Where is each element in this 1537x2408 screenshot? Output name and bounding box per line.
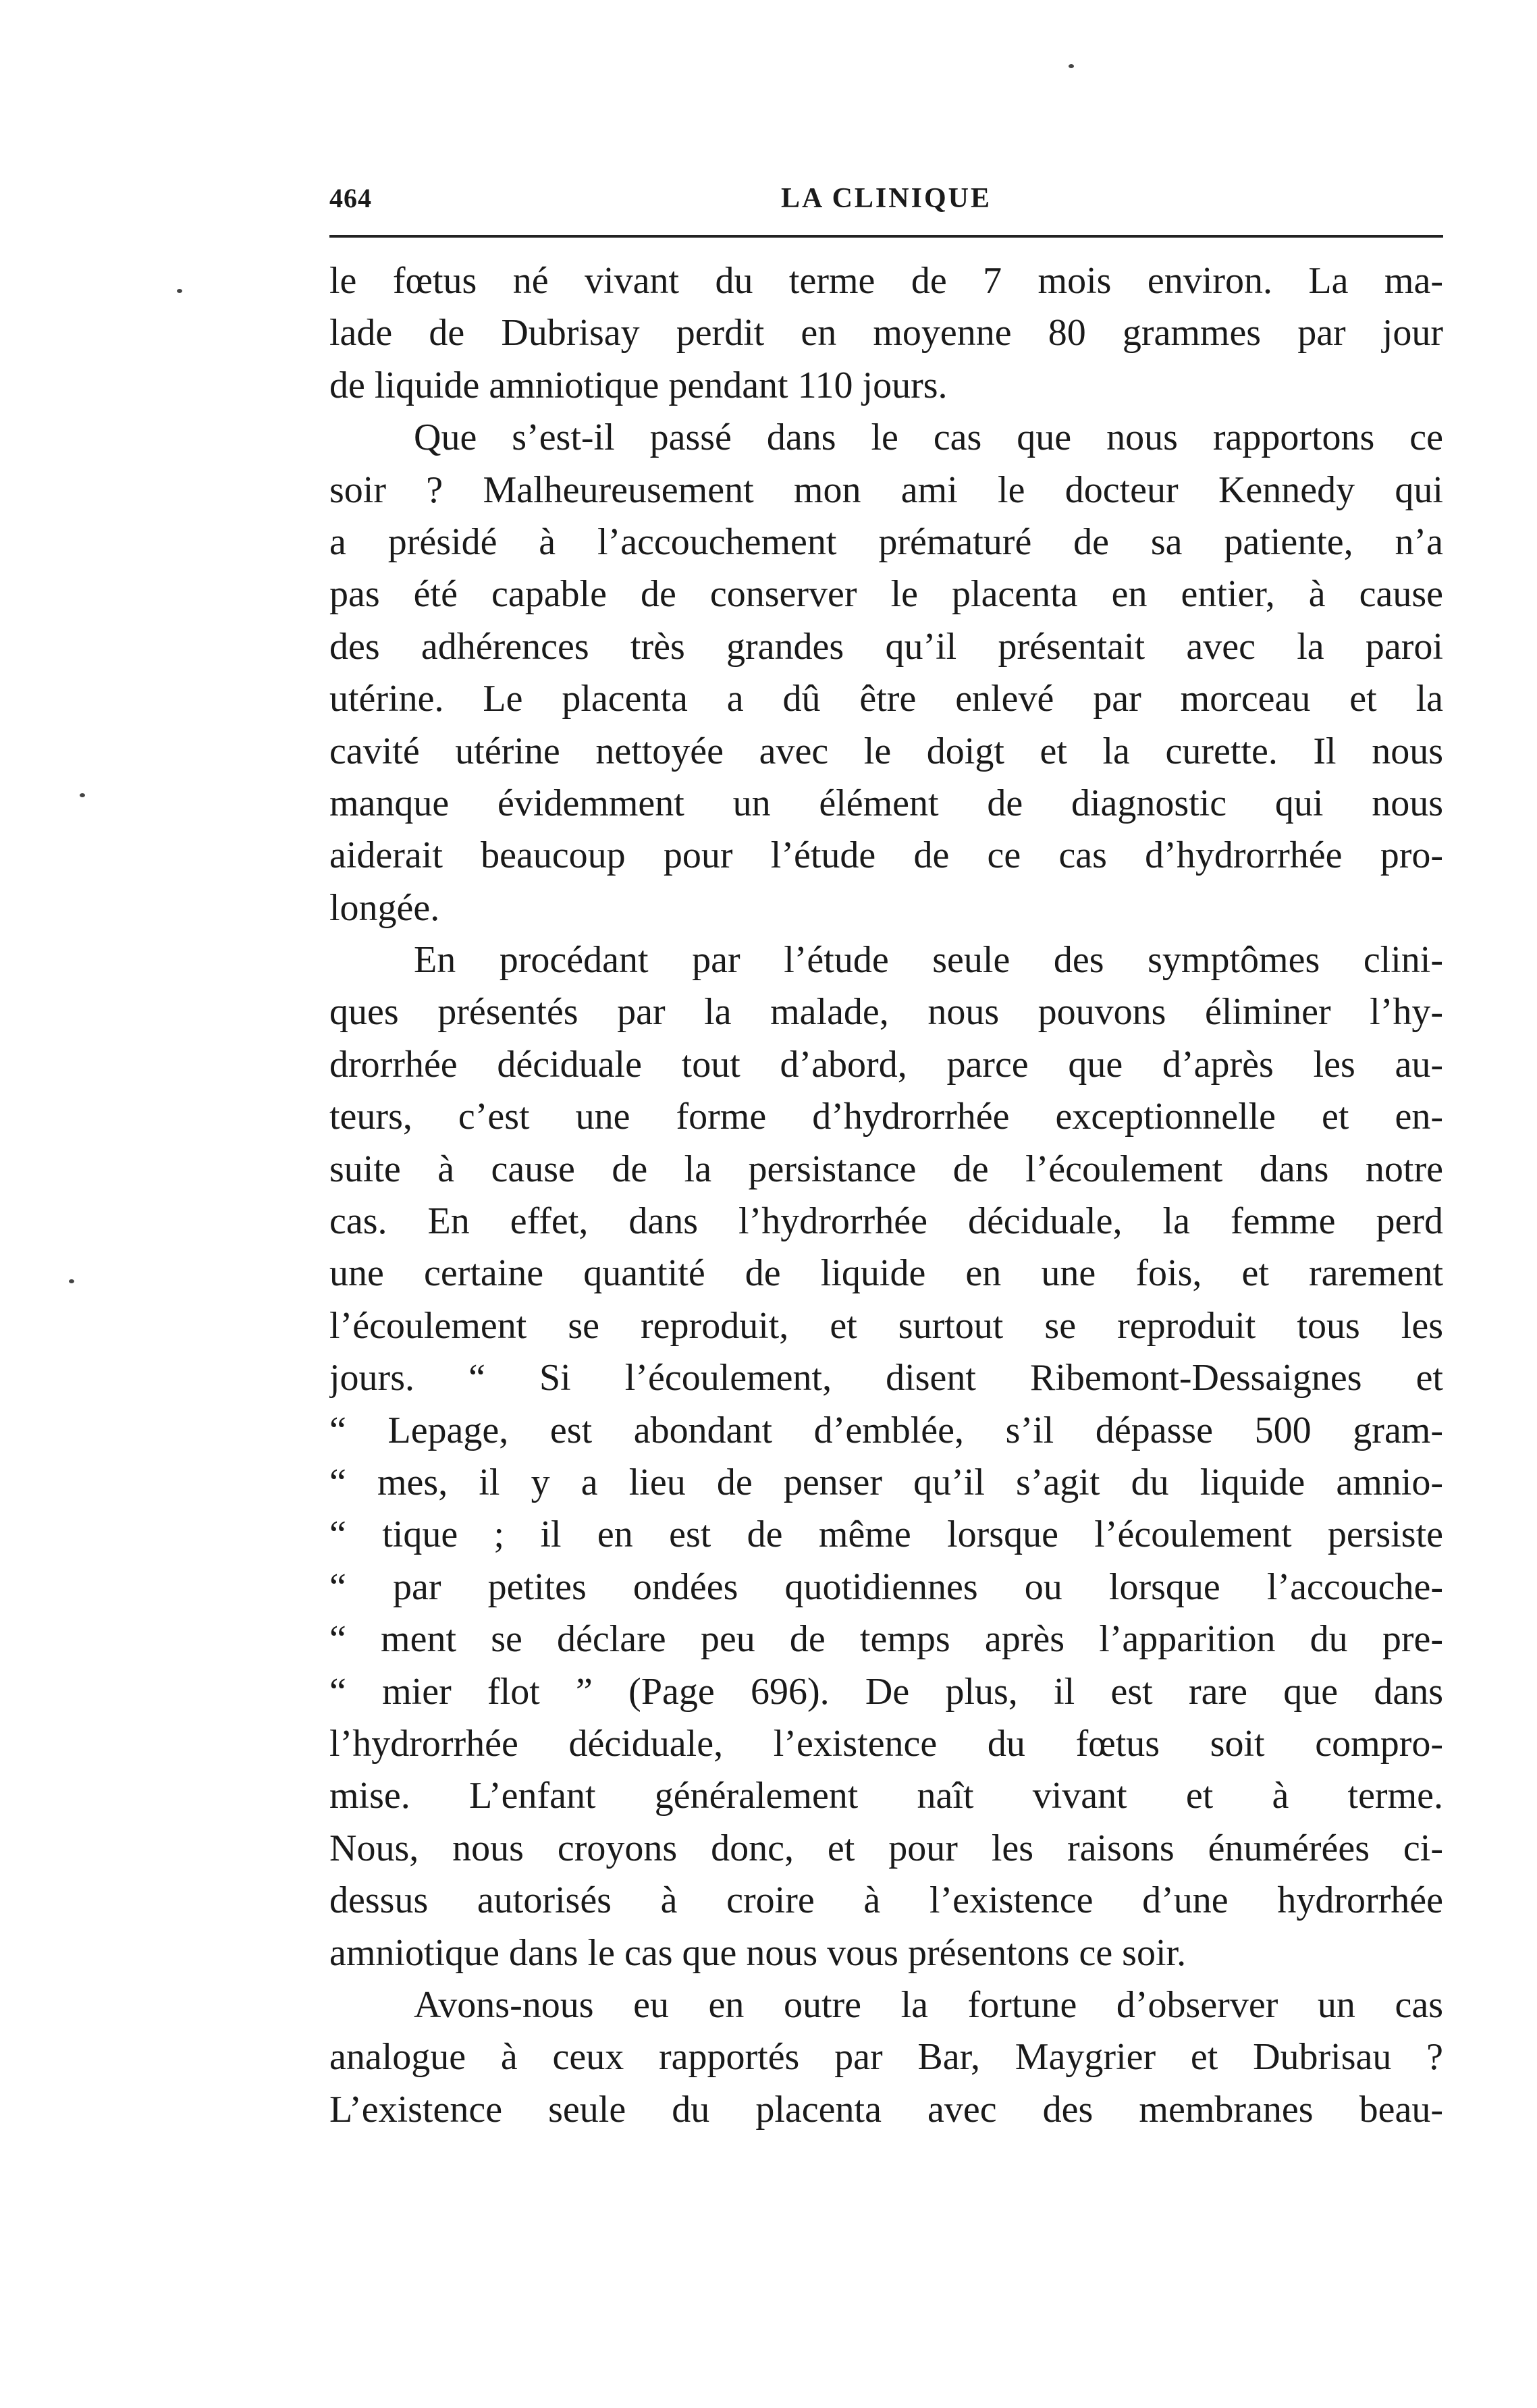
page-number: 464 [329, 183, 372, 213]
text-line: teurs, c’est une forme d’hydrorrhée exceptionnelle et en- [329, 1096, 1443, 1138]
text-line: l’écoulement se reproduit, et surtout se reproduit tous les [329, 1304, 1443, 1347]
text-line: une certaine quantité de liquide en une fois, et rarement [329, 1252, 1443, 1295]
text-line: mise. L’enfant généralement naît vivant et à terme. [329, 1775, 1443, 1817]
text-line: a présidé à l’accouchement prématuré de sa patiente, n’a [329, 520, 1443, 563]
text-line: Que s’est-il passé dans le cas que nous rapportons ce [414, 417, 1443, 459]
text-line: des adhérences très grandes qu’il présentait avec la paroi [329, 625, 1443, 668]
print-speck [80, 793, 85, 797]
text-line: ques présentés par la malade, nous pouvons éliminer l’hy- [329, 991, 1443, 1034]
text-line: Avons-nous eu en outre la fortune d’observer un cas [414, 1983, 1443, 2026]
text-line: cas. En effet, dans l’hydrorrhée déciduale, la femme perd [329, 1200, 1443, 1243]
text-line: de liquide amniotique pendant 110 jours. [329, 364, 948, 406]
text-line: lade de Dubrisay perdit en moyenne 80 grammes par jour [329, 312, 1443, 354]
text-line: manque évidemment un élément de diagnostic qui nous [329, 782, 1443, 824]
print-speck [69, 1279, 74, 1283]
text-line: “ par petites ondées quotidiennes ou lorsque l’accouche- [329, 1566, 1443, 1608]
text-line: analogue à ceux rapportés par Bar, Maygrier et Dubrisau ? [329, 2036, 1443, 2079]
text-line: “ tique ; il en est de même lorsque l’écoulement persiste [329, 1514, 1443, 1556]
body-text [329, 255, 1443, 2136]
text-line: drorrhée déciduale tout d’abord, parce que d’après les au- [329, 1043, 1443, 1086]
text-line: “ mes, il y a lieu de penser qu’il s’agit du liquide amnio- [329, 1461, 1443, 1503]
text-line: “ Lepage, est abondant d’emblée, s’il dépasse 500 gram- [329, 1409, 1443, 1451]
text-line: Nous, nous croyons donc, et pour les raisons énumérées ci- [329, 1827, 1443, 1869]
text-line: amniotique dans le cas que nous vous présentons ce soir. [329, 1931, 1187, 1974]
running-title: LA CLINIQUE [781, 183, 992, 214]
text-line: “ ment se déclare peu de temps après l’apparition du pre- [329, 1618, 1443, 1661]
text-line: utérine. Le placenta a dû être enlevé par morceau et la [329, 678, 1443, 720]
text-line: pas été capable de conserver le placenta en entier, à cause [329, 573, 1443, 616]
text-line: longée. [329, 886, 440, 929]
text-line: En procédant par l’étude seule des symptômes clini- [414, 939, 1443, 982]
text-line: “ mier flot ” (Page 696). De plus, il est rare que dans [329, 1670, 1443, 1713]
print-speck [1069, 64, 1074, 68]
text-line: cavité utérine nettoyée avec le doigt et la curette. Il nous [329, 730, 1443, 772]
text-line: le fœtus né vivant du terme de 7 mois environ. La ma- [329, 260, 1443, 302]
print-speck [177, 289, 182, 293]
text-line: suite à cause de la persistance de l’écoulement dans notre [329, 1148, 1443, 1190]
text-line: soir ? Malheureusement mon ami le docteur Kennedy qui [329, 469, 1443, 511]
text-line: jours. “ Si l’écoulement, disent Ribemont-Dessaignes et [329, 1357, 1443, 1399]
running-head [329, 177, 1443, 224]
text-line: aiderait beaucoup pour l’étude de ce cas d’hydrorrhée pro- [329, 834, 1443, 877]
header-rule [329, 235, 1443, 238]
text-line: L’existence seule du placenta avec des membranes beau- [329, 2088, 1443, 2131]
text-line: l’hydrorrhée déciduale, l’existence du fœtus soit compro- [329, 1722, 1443, 1765]
text-line: dessus autorisés à croire à l’existence d’une hydrorrhée [329, 1879, 1443, 1922]
